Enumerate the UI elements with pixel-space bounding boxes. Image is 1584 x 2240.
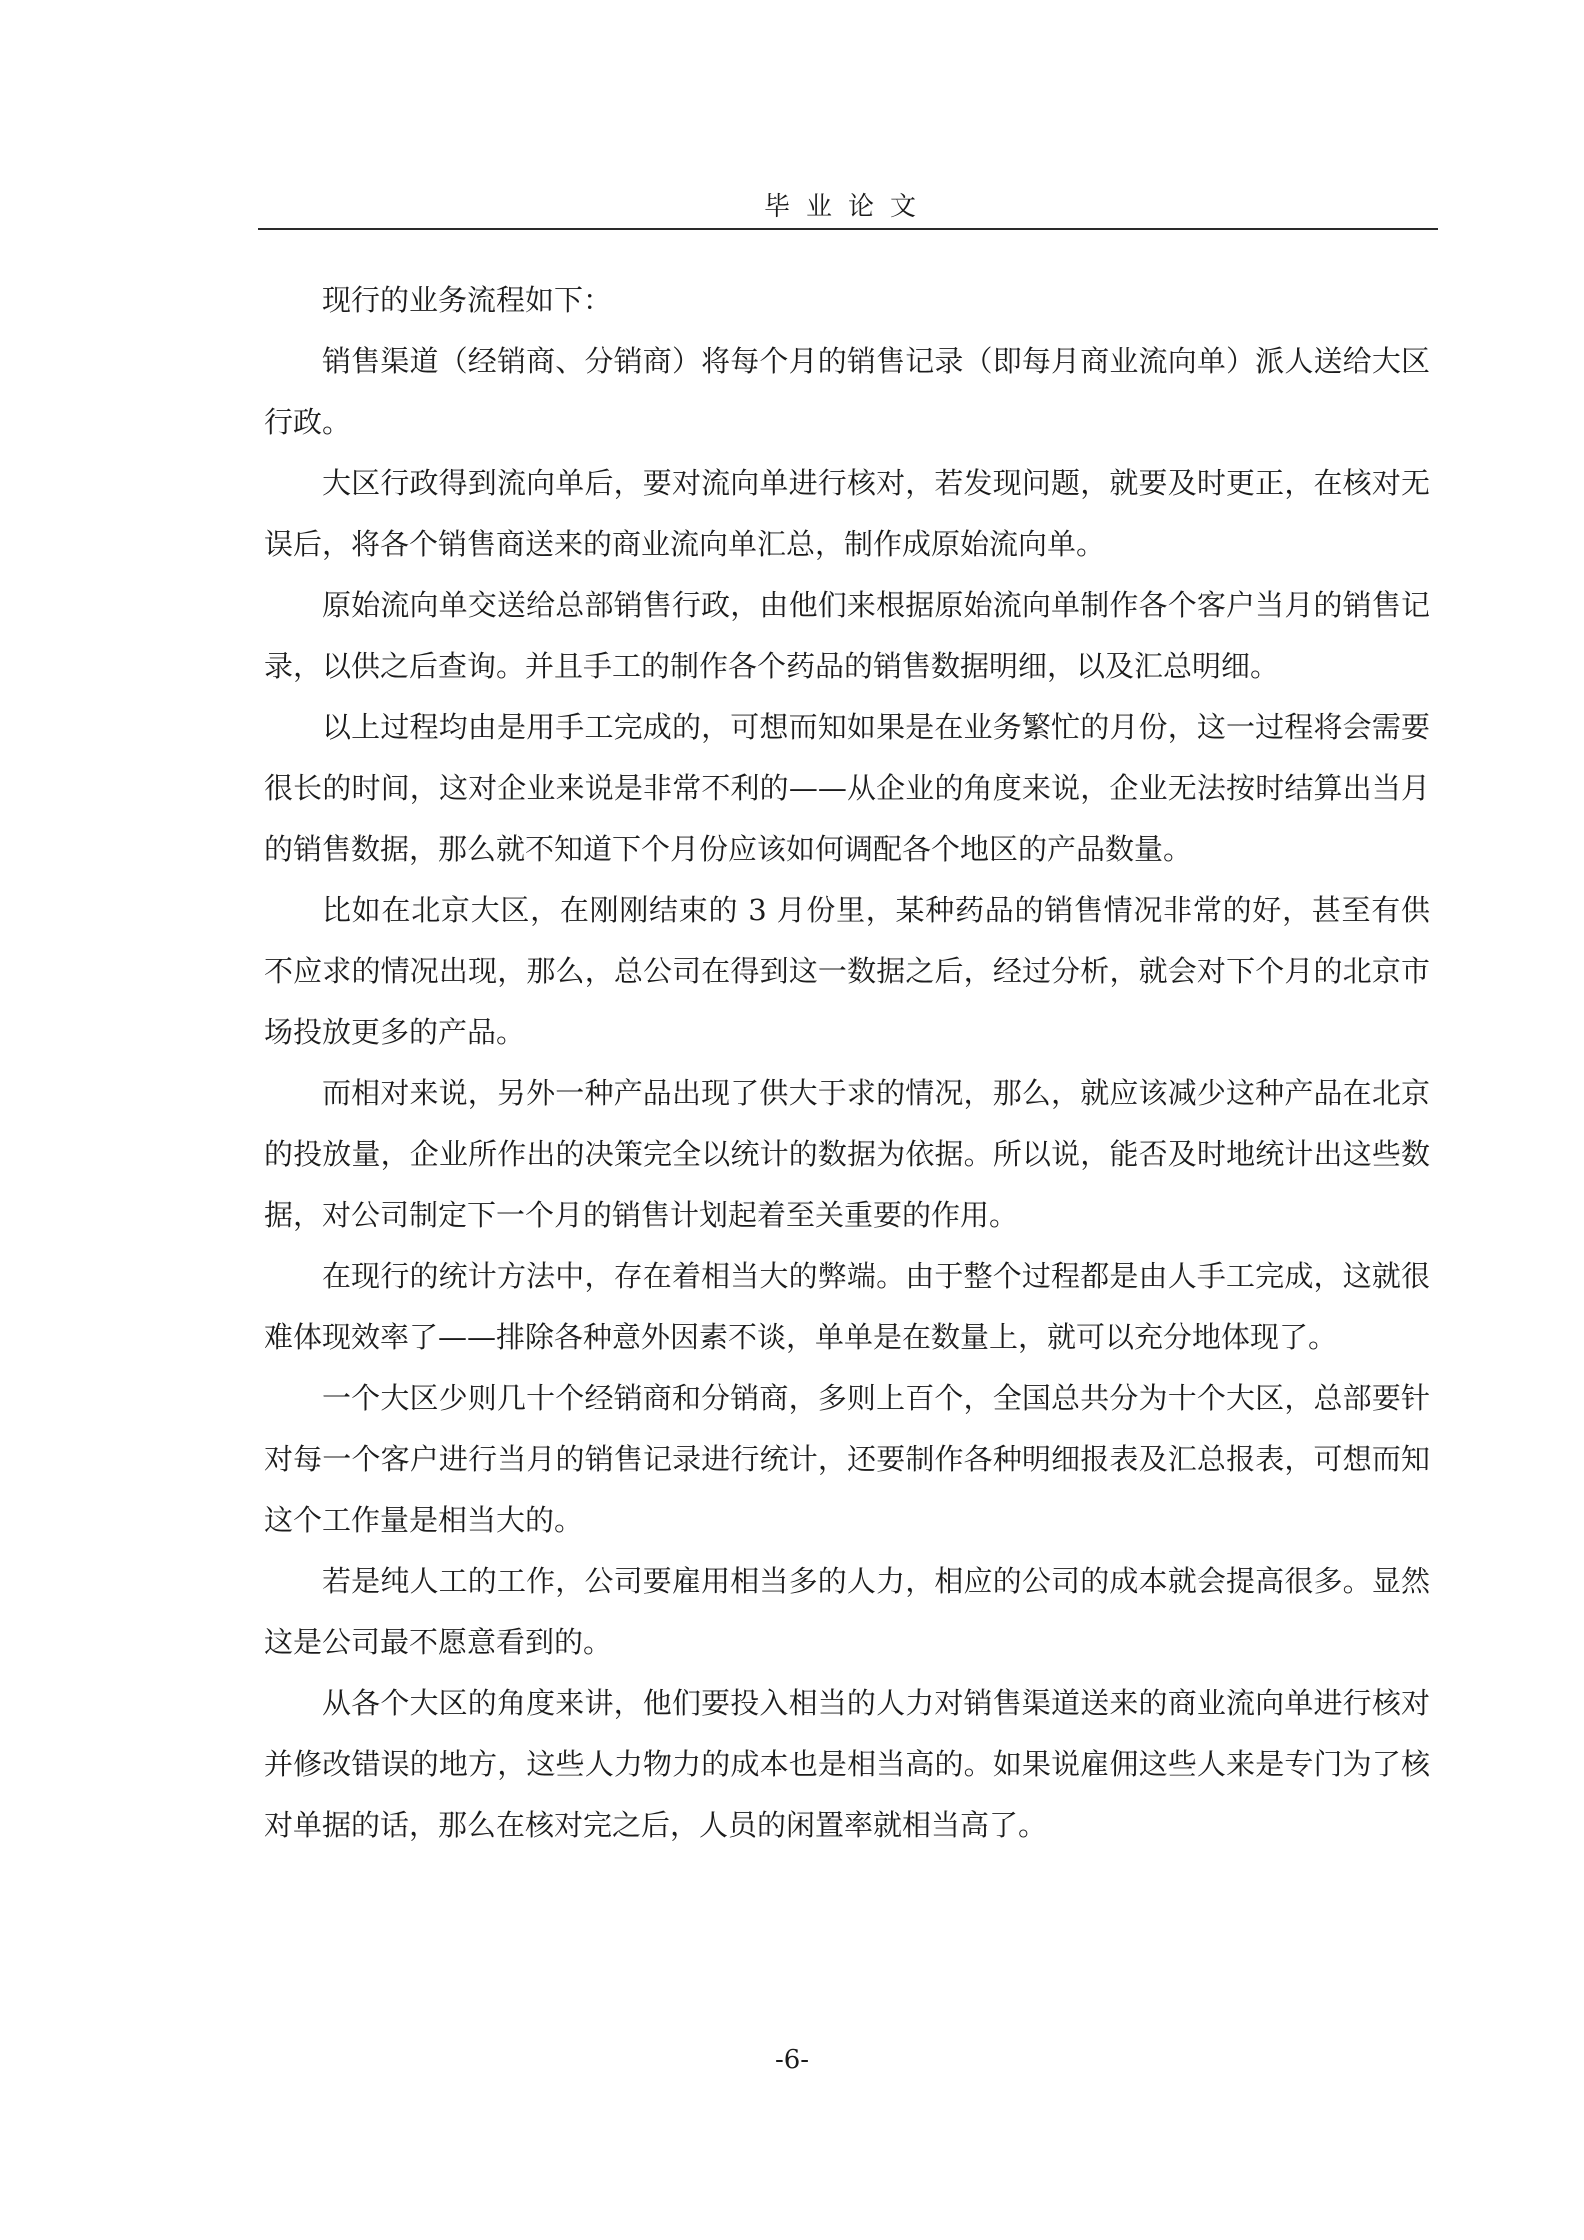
page-number: -6-	[774, 2045, 810, 2075]
paragraph: 大区行政得到流向单后，要对流向单进行核对，若发现问题，就要及时更正，在核对无误后，将各个销售商送来的商业流向单汇总，制作成原始流向单。	[264, 466, 1430, 561]
paragraph: 销售渠道（经销商、分销商）将每个月的销售记录（即每月商业流向单）派人送给大区行政。	[264, 344, 1430, 439]
page-header-title: 毕业论文	[763, 192, 932, 222]
paragraph: 若是纯人工的工作，公司要雇用相当多的人力，相应的公司的成本就会提高很多。显然这是公司最不愿意看到的。	[264, 1564, 1430, 1659]
paragraph: 从各个大区的角度来讲，他们要投入相当的人力对销售渠道送来的商业流向单进行核对并修改错误的地方，这些人力物力的成本也是相当高的。如果说雇佣这些人来是专门为了核对单据的话，那么在核对完之后，人员的闲置率就相当高了。	[264, 1686, 1430, 1842]
header-divider	[258, 228, 1438, 230]
paragraph: 比如在北京大区，在刚刚结束的 3 月份里，某种药品的销售情况非常的好，甚至有供不应求的情况出现，那么，总公司在得到这一数据之后，经过分析，就会对下个月的北京市场投放更多的产品。	[264, 893, 1430, 1049]
paragraph: 原始流向单交送给总部销售行政，由他们来根据原始流向单制作各个客户当月的销售记录，以供之后查询。并且手工的制作各个药品的销售数据明细，以及汇总明细。	[264, 588, 1430, 683]
body-text	[264, 270, 1430, 1856]
paragraph: 现行的业务流程如下：	[322, 283, 613, 317]
paragraph: 一个大区少则几十个经销商和分销商，多则上百个，全国总共分为十个大区，总部要针对每一个客户进行当月的销售记录进行统计，还要制作各种明细报表及汇总报表，可想而知这个工作量是相当大的。	[264, 1381, 1430, 1537]
paragraph: 而相对来说，另外一种产品出现了供大于求的情况，那么，就应该减少这种产品在北京的投放量，企业所作出的决策完全以统计的数据为依据。所以说，能否及时地统计出这些数据，对公司制定下一个月的销售计划起着至关重要的作用。	[264, 1076, 1430, 1232]
paragraph: 在现行的统计方法中，存在着相当大的弊端。由于整个过程都是由人手工完成，这就很难体现效率了——排除各种意外因素不谈，单单是在数量上，就可以充分地体现了。	[264, 1259, 1430, 1354]
paragraph: 以上过程均由是用手工完成的，可想而知如果是在业务繁忙的月份，这一过程将会需要很长的时间，这对企业来说是非常不利的——从企业的角度来说，企业无法按时结算出当月的销售数据，那么就不知道下个月份应该如何调配各个地区的产品数量。	[264, 710, 1430, 866]
